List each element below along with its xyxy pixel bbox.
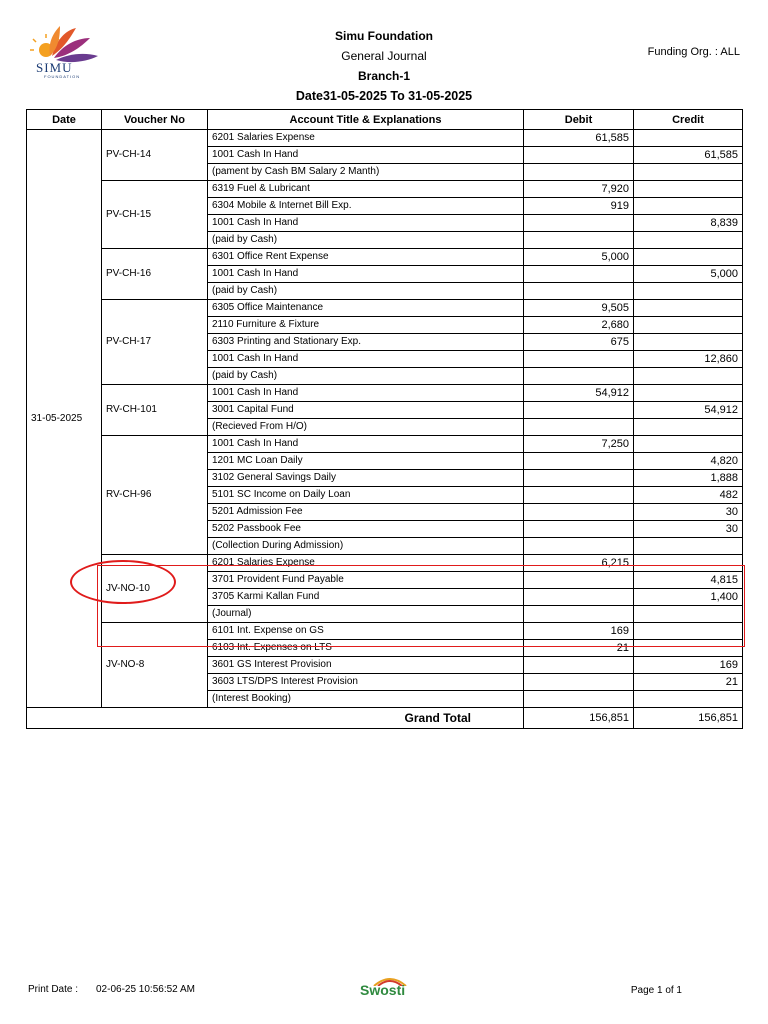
highlight-ellipse — [70, 560, 176, 604]
debit-amount: 675 — [524, 334, 634, 351]
report-title: General Journal — [341, 49, 427, 63]
debit-amount: 6,215 — [524, 555, 634, 572]
debit-amount: 54,912 — [524, 385, 634, 402]
debit-amount: 9,505 — [524, 300, 634, 317]
col-debit: Debit — [524, 110, 634, 130]
account-title: (Collection During Admission) — [208, 538, 524, 555]
funding-org: Funding Org. : ALL — [647, 46, 740, 58]
credit-amount — [634, 436, 743, 453]
credit-amount: 61,585 — [634, 147, 743, 164]
account-title: (Recieved From H/O) — [208, 419, 524, 436]
voucher-number: JV-NO-10 — [102, 555, 208, 623]
account-title: 6304 Mobile & Internet Bill Exp. — [208, 198, 524, 215]
credit-amount — [634, 385, 743, 402]
account-title: 1001 Cash In Hand — [208, 266, 524, 283]
credit-amount: 12,860 — [634, 351, 743, 368]
account-title: (paid by Cash) — [208, 283, 524, 300]
logo-subtext: FOUNDATION — [44, 74, 81, 79]
debit-amount — [524, 283, 634, 300]
debit-amount — [524, 215, 634, 232]
credit-amount: 4,815 — [634, 572, 743, 589]
account-title: 3701 Provident Fund Payable — [208, 572, 524, 589]
report-header — [234, 26, 534, 106]
account-title: (paid by Cash) — [208, 232, 524, 249]
credit-amount — [634, 249, 743, 266]
credit-amount — [634, 538, 743, 555]
account-title: 1001 Cash In Hand — [208, 351, 524, 368]
credit-amount: 1,888 — [634, 470, 743, 487]
account-title: 1001 Cash In Hand — [208, 385, 524, 402]
credit-amount: 1,400 — [634, 589, 743, 606]
account-title: (Interest Booking) — [208, 691, 524, 708]
voucher-number: PV-CH-14 — [102, 130, 208, 181]
debit-amount — [524, 147, 634, 164]
credit-amount: 5,000 — [634, 266, 743, 283]
debit-amount — [524, 351, 634, 368]
account-title: (Journal) — [208, 606, 524, 623]
debit-amount — [524, 691, 634, 708]
account-title: 2110 Furniture & Fixture — [208, 317, 524, 334]
account-title: 5202 Passbook Fee — [208, 521, 524, 538]
account-title: 3601 GS Interest Provision — [208, 657, 524, 674]
credit-amount — [634, 198, 743, 215]
table-header-row — [27, 110, 743, 130]
debit-amount — [524, 266, 634, 283]
account-title: (pament by Cash BM Salary 2 Manth) — [208, 164, 524, 181]
table-row — [27, 130, 743, 147]
account-title: 6301 Office Rent Expense — [208, 249, 524, 266]
debit-amount: 7,250 — [524, 436, 634, 453]
credit-amount — [634, 164, 743, 181]
account-title: 6305 Office Maintenance — [208, 300, 524, 317]
org-name: Simu Foundation — [335, 29, 433, 43]
print-date-value: 02-06-25 10:56:52 AM — [96, 984, 195, 995]
grand-total-debit: 156,851 — [524, 708, 634, 729]
debit-amount: 61,585 — [524, 130, 634, 147]
debit-amount — [524, 232, 634, 249]
voucher-number: RV-CH-96 — [102, 436, 208, 555]
credit-amount: 30 — [634, 504, 743, 521]
debit-amount — [524, 657, 634, 674]
debit-amount — [524, 521, 634, 538]
account-title: 6201 Salaries Expense — [208, 130, 524, 147]
brand-logo-text: Swosti — [360, 982, 406, 998]
credit-amount: 4,820 — [634, 453, 743, 470]
account-title: 6303 Printing and Stationary Exp. — [208, 334, 524, 351]
grand-total-credit: 156,851 — [634, 708, 743, 729]
debit-amount — [524, 419, 634, 436]
credit-amount: 30 — [634, 521, 743, 538]
credit-amount — [634, 334, 743, 351]
account-title: 3001 Capital Fund — [208, 402, 524, 419]
voucher-number: JV-NO-8 — [102, 623, 208, 708]
debit-amount — [524, 674, 634, 691]
col-credit: Credit — [634, 110, 743, 130]
voucher-number: PV-CH-15 — [102, 181, 208, 249]
debit-amount — [524, 470, 634, 487]
credit-amount — [634, 300, 743, 317]
debit-amount — [524, 487, 634, 504]
voucher-number: PV-CH-16 — [102, 249, 208, 300]
table-row — [27, 181, 743, 198]
account-title: 1001 Cash In Hand — [208, 215, 524, 232]
debit-amount — [524, 164, 634, 181]
debit-amount — [524, 368, 634, 385]
credit-amount: 21 — [634, 674, 743, 691]
credit-amount — [634, 181, 743, 198]
credit-amount: 482 — [634, 487, 743, 504]
credit-amount — [634, 317, 743, 334]
voucher-number: PV-CH-17 — [102, 300, 208, 385]
table-row — [27, 300, 743, 317]
highlight-rectangle — [97, 565, 745, 647]
entry-date: 31-05-2025 — [27, 130, 102, 708]
debit-amount: 919 — [524, 198, 634, 215]
debit-amount — [524, 504, 634, 521]
account-title: 1001 Cash In Hand — [208, 147, 524, 164]
credit-amount — [634, 232, 743, 249]
voucher-number: RV-CH-101 — [102, 385, 208, 436]
debit-amount — [524, 453, 634, 470]
account-title: 3603 LTS/DPS Interest Provision — [208, 674, 524, 691]
credit-amount — [634, 130, 743, 147]
account-title: 6103 Int. Expenses on LTS — [208, 640, 524, 657]
credit-amount: 54,912 — [634, 402, 743, 419]
account-title: 5201 Admission Fee — [208, 504, 524, 521]
table-row — [27, 385, 743, 402]
branch-name: Branch-1 — [357, 69, 410, 83]
debit-amount: 2,680 — [524, 317, 634, 334]
debit-amount — [524, 402, 634, 419]
debit-amount: 7,920 — [524, 181, 634, 198]
debit-amount: 169 — [524, 623, 634, 640]
col-account: Account Title & Explanations — [208, 110, 524, 130]
account-title: 6201 Salaries Expense — [208, 555, 524, 572]
account-title: 3102 General Savings Daily — [208, 470, 524, 487]
print-date-label: Print Date : — [28, 984, 79, 995]
grand-total-row — [27, 708, 743, 729]
grand-total-label: Grand Total — [27, 708, 524, 729]
account-title: 1201 MC Loan Daily — [208, 453, 524, 470]
debit-amount — [524, 538, 634, 555]
credit-amount: 169 — [634, 657, 743, 674]
col-date: Date — [27, 110, 102, 130]
account-title: 1001 Cash In Hand — [208, 436, 524, 453]
credit-amount — [634, 691, 743, 708]
page-number: Page 1 of 1 — [630, 985, 682, 996]
credit-amount — [634, 419, 743, 436]
debit-amount: 5,000 — [524, 249, 634, 266]
account-title: 6319 Fuel & Lubricant — [208, 181, 524, 198]
logo-wordmark: SIMU — [36, 60, 73, 75]
col-voucher: Voucher No — [102, 110, 208, 130]
account-title: 6101 Int. Expense on GS — [208, 623, 524, 640]
table-row — [27, 436, 743, 453]
table-row — [27, 249, 743, 266]
date-range: Date31-05-2025 To 31-05-2025 — [295, 89, 473, 103]
credit-amount — [634, 368, 743, 385]
account-title: 3705 Karmi Kallan Fund — [208, 589, 524, 606]
account-title: 5101 SC Income on Daily Loan — [208, 487, 524, 504]
account-title: (paid by Cash) — [208, 368, 524, 385]
credit-amount — [634, 283, 743, 300]
credit-amount: 8,839 — [634, 215, 743, 232]
debit-amount: 21 — [524, 640, 634, 657]
